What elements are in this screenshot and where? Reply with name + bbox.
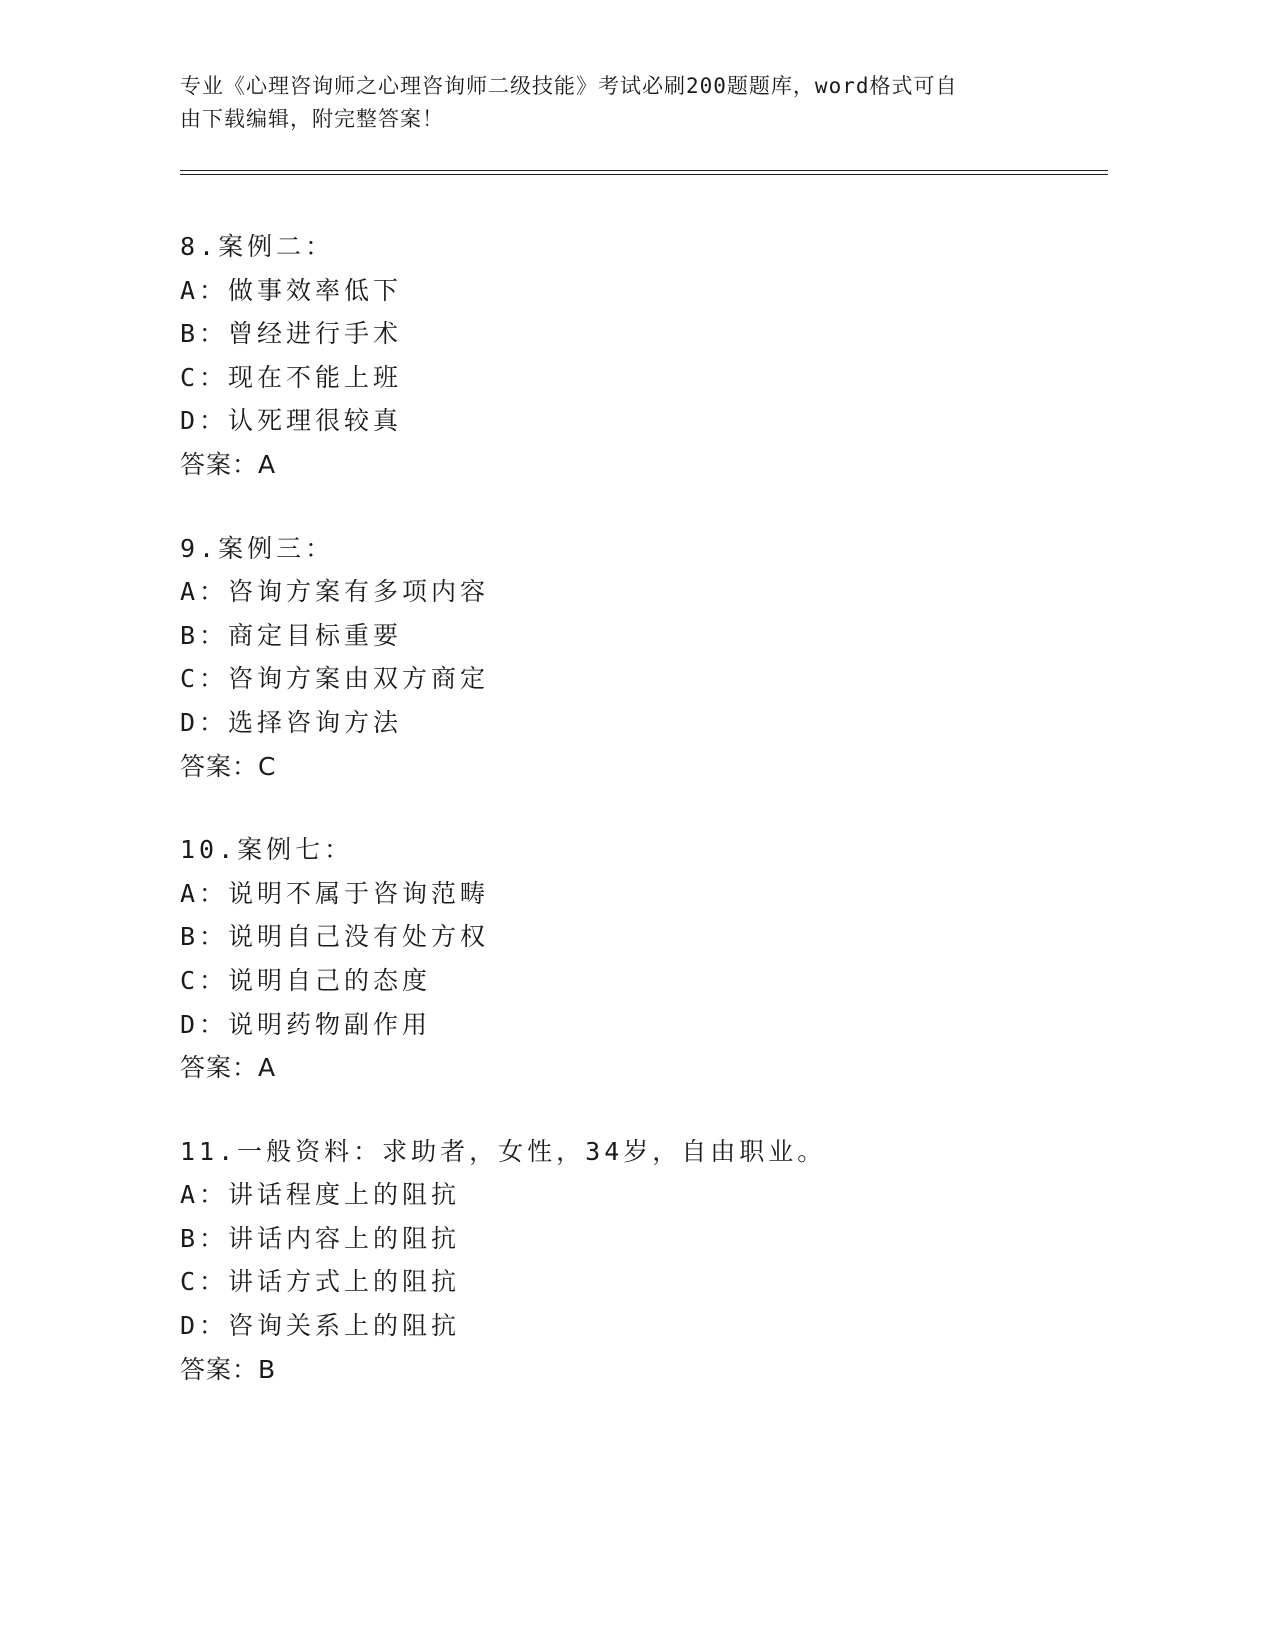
option-c: C：讲话方式上的阻抗 [180,1267,461,1297]
question-10 [180,828,1080,1090]
option-b: B：讲话内容上的阻抗 [180,1223,461,1253]
option-d: D：认死理很较真 [180,406,403,436]
answer-line: 答案：A [180,449,277,479]
option-c: C：说明自己的态度 [180,965,432,995]
option-a: A：讲话程度上的阻抗 [180,1180,461,1210]
question-stem: 11.一般资料：求助者，女性，34岁，自由职业。 [180,1136,827,1166]
header-divider [180,170,1108,175]
option-a: A：做事效率低下 [180,275,403,305]
option-a: A：说明不属于咨询范畴 [180,878,490,908]
option-b: B：商定目标重要 [180,620,403,650]
option-c: C：现在不能上班 [180,362,403,392]
document-header [180,70,1060,136]
option-b: B：曾经进行手术 [180,319,403,349]
answer-line: 答案：B [180,1354,277,1384]
question-stem: 8.案例二： [180,232,335,261]
option-d: D：咨询关系上的阻抗 [180,1311,461,1341]
option-d: D：选择咨询方法 [180,707,403,737]
question-8 [180,225,1080,487]
option-b: B：说明自己没有处方权 [180,922,490,952]
question-stem: 9.案例三： [180,533,335,563]
question-stem: 10.案例七： [180,835,354,865]
answer-line: 答案：A [180,1053,277,1083]
question-9 [180,527,1080,789]
question-11 [180,1130,1080,1392]
header-line-2: 由下载编辑，附完整答案！ [180,107,444,131]
option-c: C：咨询方案由双方商定 [180,664,490,694]
header-line-1: 专业《心理咨询师之心理咨询师二级技能》考试必刷200题题库，word格式可自 [180,74,958,98]
question-list [180,225,1080,1431]
option-a: A：咨询方案有多项内容 [180,577,490,607]
option-d: D：说明药物副作用 [180,1009,432,1039]
answer-line: 答案：C [180,751,277,781]
